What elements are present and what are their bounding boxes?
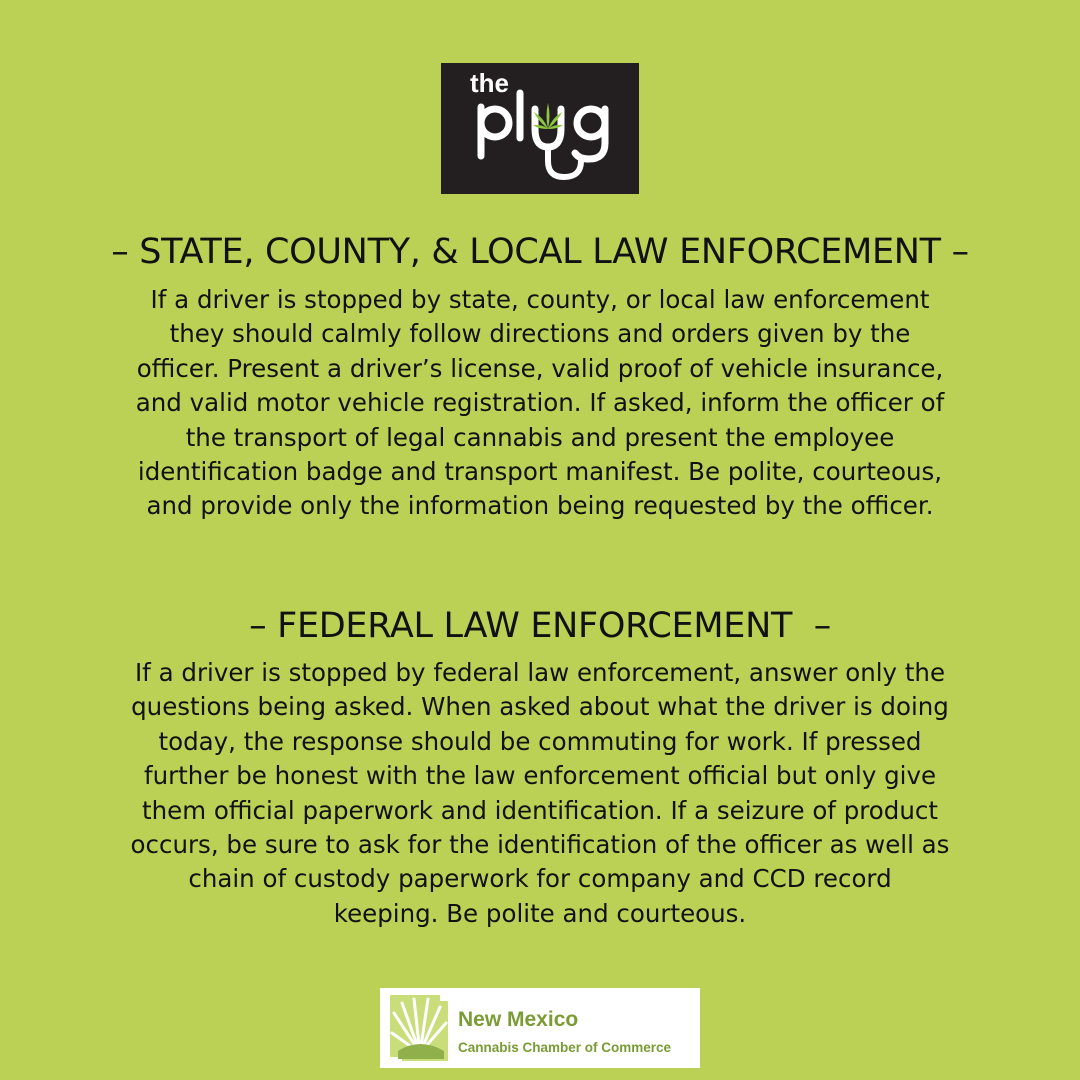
paragraph-line: them official paperwork and identification. If a seizure of product [142,795,938,825]
nm-cannabis-chamber-logo [380,988,700,1068]
paragraph-line: further be honest with the law enforcement official but only give [143,761,937,791]
the-plug-logo [441,63,639,194]
paragraph-line: the transport of legal cannabis and present the employee [185,422,895,452]
paragraph-line: today, the response should be commuting for work. If pressed [158,726,922,756]
paragraph-line: occurs, be sure to ask for the identification of the officer as well as [130,830,950,860]
paragraph-line: questions being asked. When asked about what the driver is doing [131,692,949,722]
paragraph-line: If a driver is stopped by federal law enforcement, answer only the [134,658,946,687]
paragraph-line: officer. Present a driver’s license, valid proof of vehicle insurance, [136,353,944,383]
federal-paragraph [30,656,1050,931]
paragraph-line: and provide only the information being requested by the officer. [146,491,934,521]
federal-heading: – FEDERAL LAW ENFORCEMENT – [249,606,831,646]
logo-subtitle: Cannabis Chamber of Commerce [458,1040,672,1055]
paragraph-line: identification badge and transport manifest. Be polite, courteous, [137,457,943,487]
paragraph-line: and valid motor vehicle registration. If asked, inform the officer of [135,388,945,418]
paragraph-line: chain of custody paperwork for company and CCD record [188,864,892,894]
new-mexico-sunburst-icon [388,993,454,1063]
svg-text:the: the [470,68,509,98]
paragraph-line: keeping. Be polite and courteous. [333,898,747,928]
plug-logo-mark [441,63,639,194]
paragraph-line: If a driver is stopped by state, county, or local law enforcement [150,285,930,314]
paragraph-line: they should calmly follow directions and orders given by the [169,319,911,349]
state-county-local-heading: – STATE, COUNTY, & LOCAL LAW ENFORCEMENT – [111,232,969,272]
logo-name: New Mexico [458,1008,579,1031]
state-county-local-paragraph [30,283,1050,524]
